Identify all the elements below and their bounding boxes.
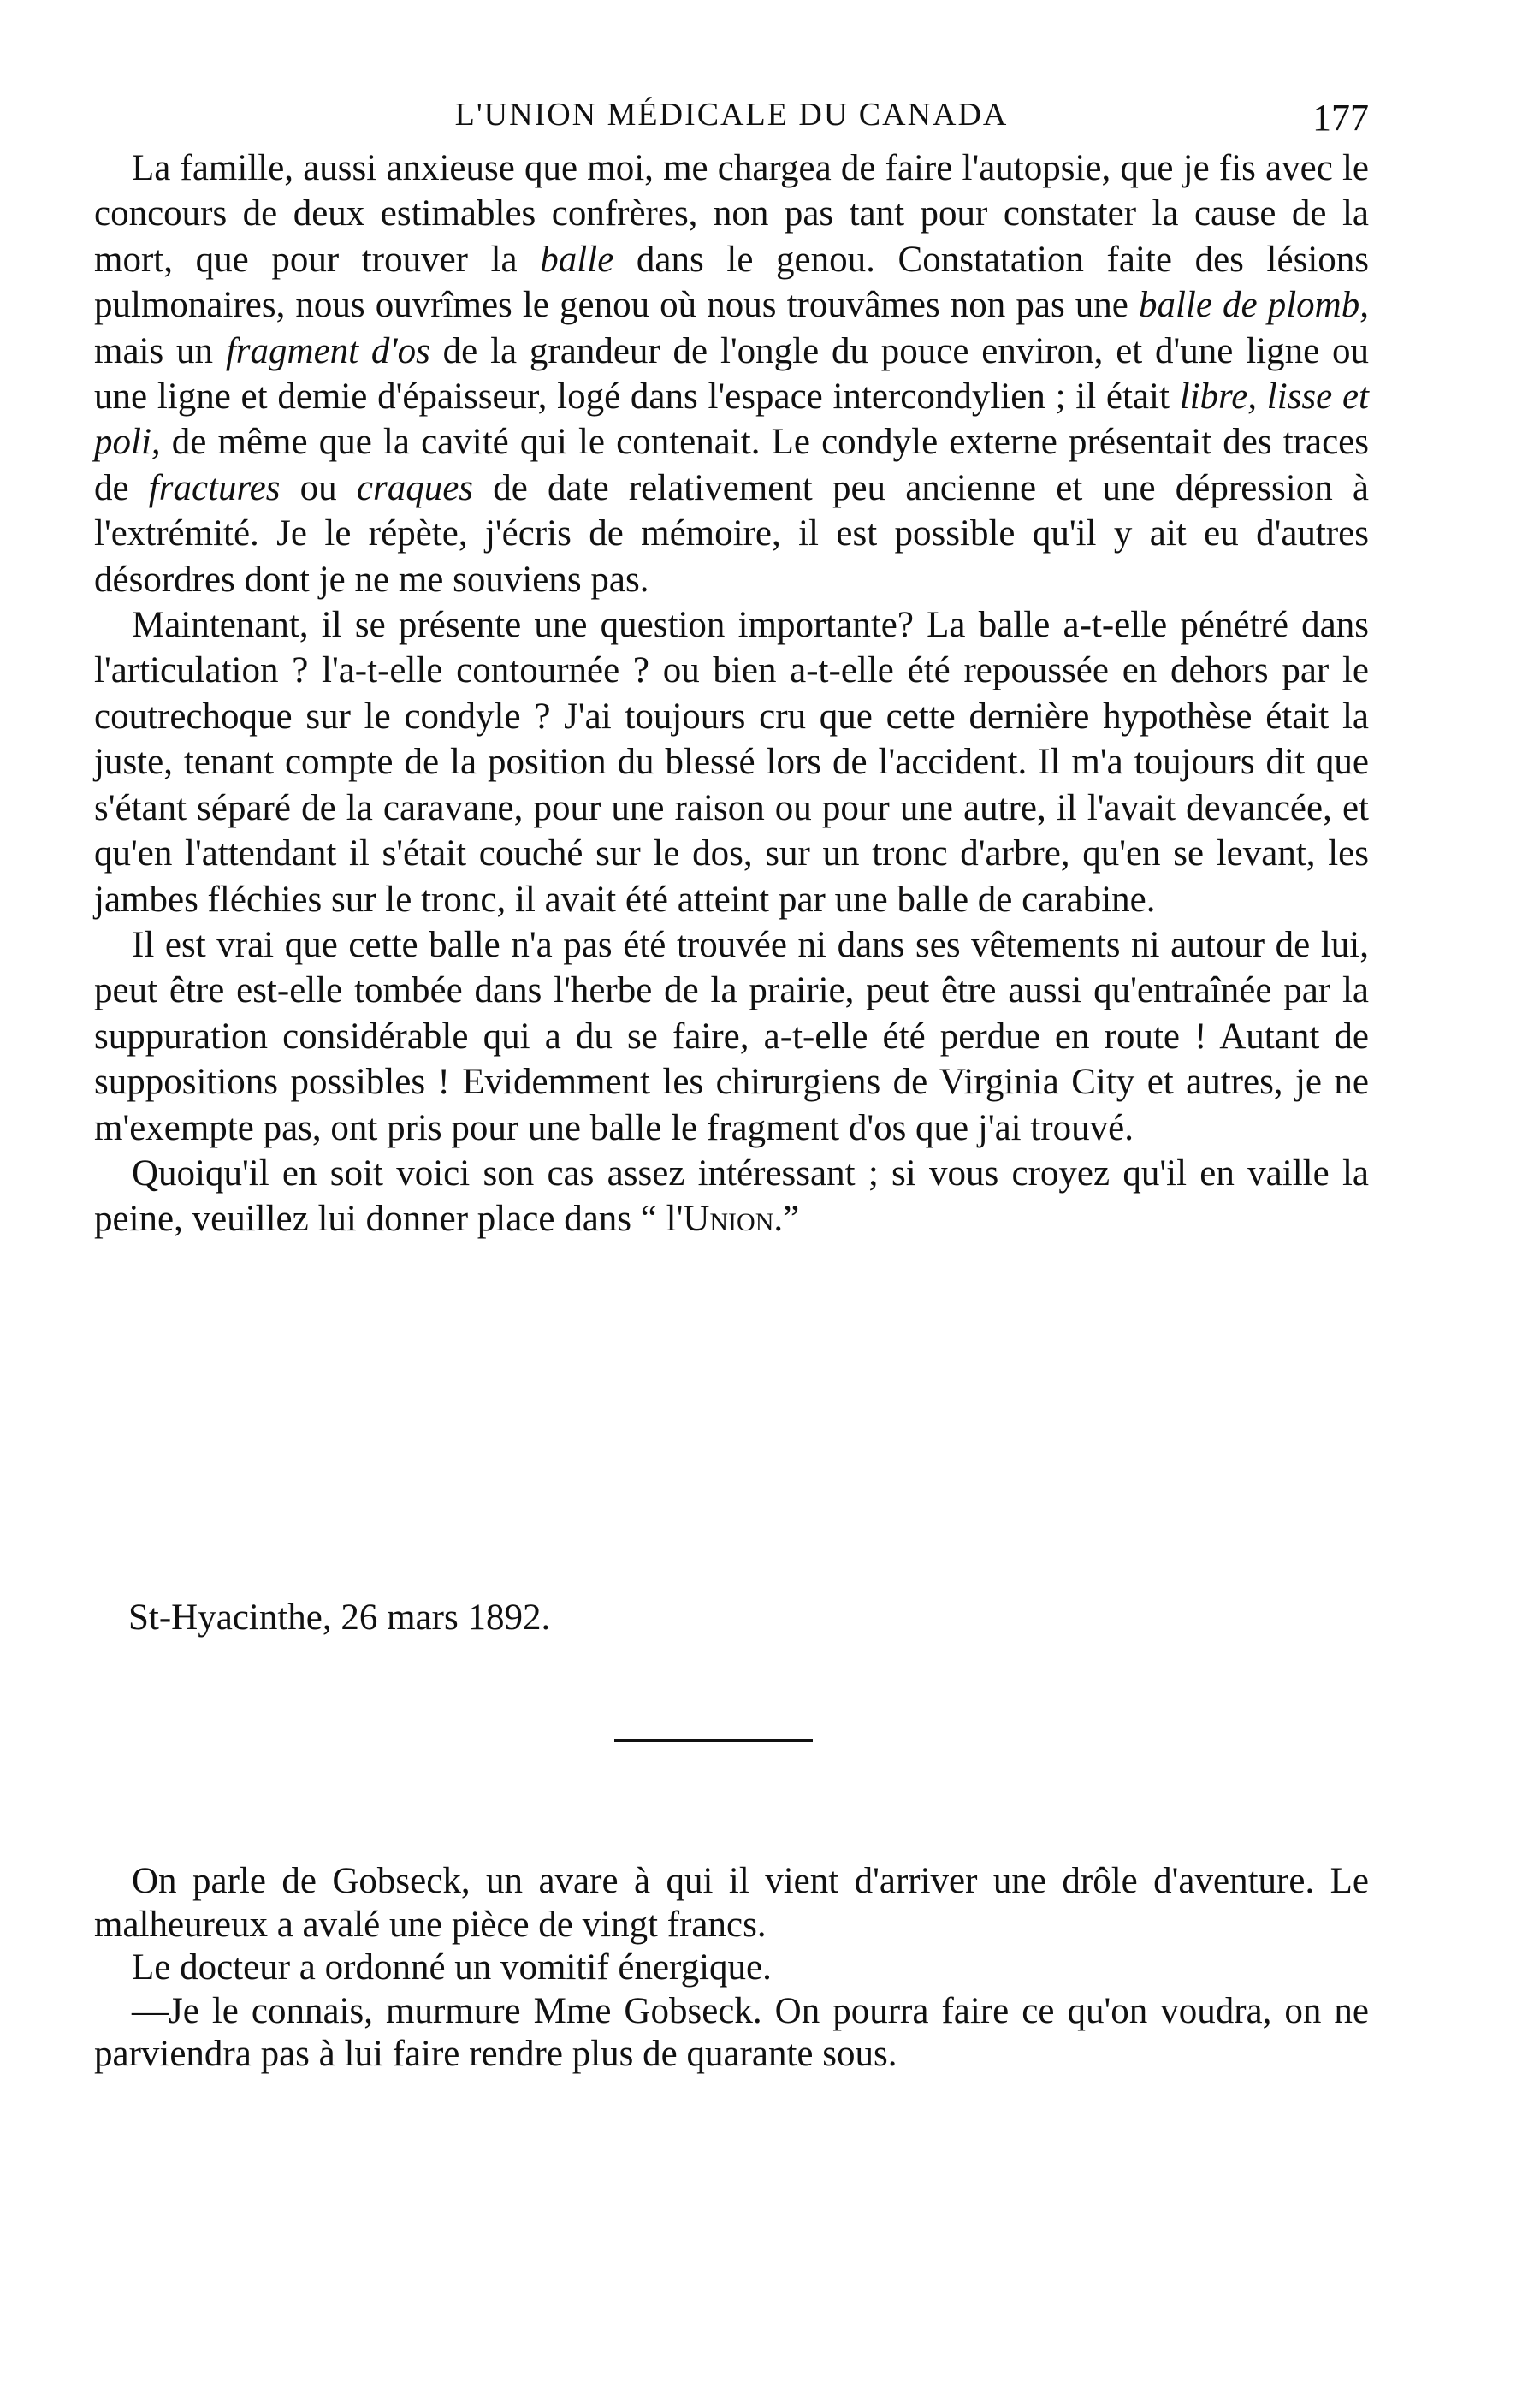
journal-name-small-caps: Union (683, 1199, 774, 1240)
anecdote-paragraph: Le docteur a ordonné un vomitif énergique. (132, 1947, 772, 1988)
running-head (94, 96, 1369, 147)
italic-term: libre, lisse et poli, (94, 376, 1369, 463)
article-paragraph-bullet: Il est vrai que cette balle n'a pas été trouvée ni dans ses vêtements ni autour de lui, peut être est-elle tombée dans l'herbe de la prairie, peut être aussi qu'entraînée par la suppuration considérable qui a du se faire, a-t-elle été perdue en route ! Autant de suppositions possibles ! Evidemment les chirurgiens de Virginia City et autres, je ne m'exempte pas, ont pris pour une balle le fragment d'os que j'ai trouvé. (94, 924, 1369, 1148)
italic-term: craques (356, 467, 474, 508)
article-paragraph-question: Maintenant, il se présente une question importante? La balle a-t-elle pénétré dans l'articulation ? l'a-t-elle contournée ? ou bien a-t-elle été repoussée en dehors par le coutrechoque sur le condyle ? J'ai toujours cru que cette dernière hypothèse était la juste, tenant compte de la position du blessé lors de l'accident. Il m'a toujours dit que s'étant séparé de la caravane, pour une raison ou pour une autre, il l'avait devancée, et qu'en l'attendant il s'était couché sur le dos, sur un tronc d'arbre, qu'en se levant, les jambes fléchies sur le tronc, il avait été atteint par une balle de carabine. (94, 605, 1369, 920)
signoff-place-date: St-Hyacinthe, 26 mars 1892. (128, 1597, 551, 1638)
anecdote-paragraph: —Je le connais, murmure Mme Gobseck. On pourra faire ce qu'on voudra, on ne parviendra pas à lui faire rendre plus de quarante sous. (94, 1990, 1369, 2074)
italic-term: balle de plomb, (1138, 285, 1369, 326)
anecdote-body (94, 1860, 1369, 2077)
italic-term: balle (540, 239, 614, 280)
article-paragraph-closing: Quoiqu'il en soit voici son cas assez intéressant ; si vous croyez qu'il en vaille la peine, veuillez lui donner place dans “ l'Union.” (94, 1153, 1369, 1240)
journal-title: L'UNION MÉDICALE DU CANADA (454, 97, 1009, 133)
italic-term: fragment d'os (225, 330, 430, 371)
page-number: 177 (1312, 97, 1369, 139)
italic-term: fractures (148, 467, 281, 508)
anecdote-paragraph: On parle de Gobseck, un avare à qui il vient d'arriver une drôle d'aventure. Le malheureux a avalé une pièce de vingt francs. (94, 1861, 1369, 1945)
section-divider (614, 1739, 813, 1742)
article-body (94, 145, 1369, 1242)
article-paragraph-autopsy: La famille, aussi anxieuse que moi, me chargea de faire l'autopsie, que je fis avec le concours de deux estimables confrères, non pas tant pour constater la cause de la mort, que pour trouver la balle dans le genou. Constatation faite des lésions pulmonaires, nous ouvrîmes le genou où nous trouvâmes non pas une balle de plomb, mais un fragment d'os de la grandeur de l'ongle du pouce environ, et d'une ligne ou une ligne et demie d'épaisseur, logé dans l'espace intercondylien ; il était libre, lisse et poli, de même que la cavité qui le contenait. Le condyle externe présentait des traces de fractures ou craques de date relativement peu ancienne et une dépression à l'extrémité. Je le répète, j'écris de mémoire, il est possible qu'il y ait eu d'autres désordres dont je ne me souviens pas. (94, 148, 1369, 600)
